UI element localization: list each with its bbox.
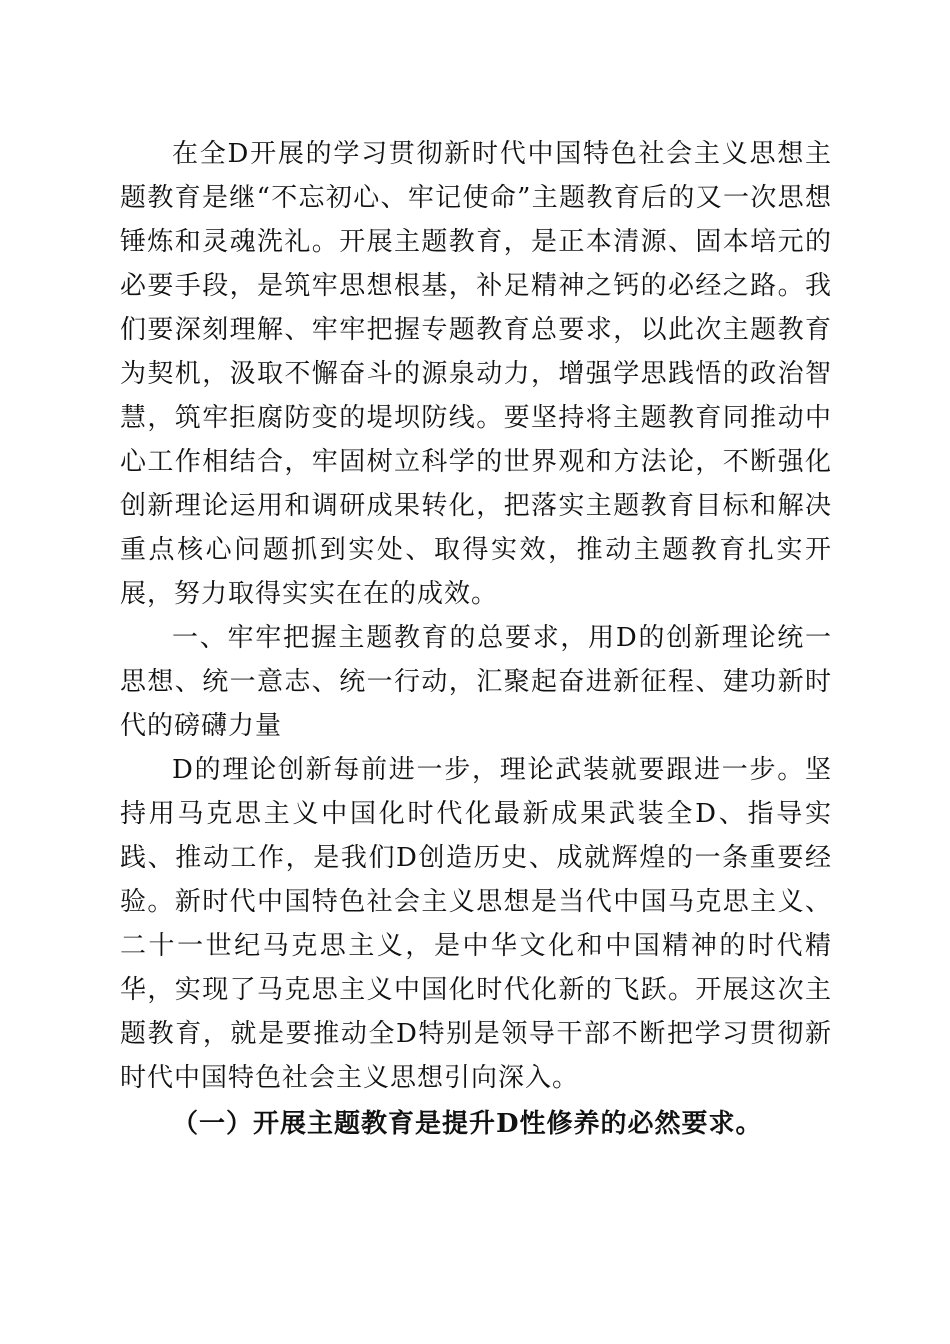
- intro-paragraph: 在全D开展的学习贯彻新时代中国特色社会主义思想主题教育是继“不忘初心、牢记使命”主题教育后的又一次思想锤炼和灵魂洗礼。开展主题教育，是正本清源、固本培元的必要手段，是筑牢思想根基，补足精神之钙的必经之路。我们要深刻理解、牢牢把握专题教育总要求，以此次主题教育为契机，汲取不懈奋斗的源泉动力，增强学思践悟的政治智慧，筑牢拒腐防变的堤坝防线。要坚持将主题教育同推动中心工作相结合，牢固树立科学的世界观和方法论，不断强化创新理论运用和调研成果转化，把落实主题教育目标和解决重点核心问题抓到实处、取得实效，推动主题教育扎实开展，努力取得实实在在的成效。: [120, 139, 832, 609]
- document-body: [120, 132, 832, 1146]
- section-paragraph-1: D的理论创新每前进一步，理论武装就要跟进一步。坚持用马克思主义中国化时代化最新成果武装全D、指导实践、推动工作，是我们D创造历史、成就辉煌的一条重要经验。新时代中国特色社会主义思想是当代中国马克思主义、二十一世纪马克思主义，是中华文化和中国精神的时代精华，实现了马克思主义中国化时代化新的飞跃。开展这次主题教育，就是要推动全D特别是领导干部不断把学习贯彻新时代中国特色社会主义思想引向深入。: [120, 755, 832, 1093]
- subheading-1: （一）开展主题教育是提升D性修养的必然要求。: [172, 1109, 763, 1139]
- section-heading-1: 一、牢牢把握主题教育的总要求，用D的创新理论统一思想、统一意志、统一行动，汇聚起奋进新征程、建功新时代的磅礴力量: [120, 623, 832, 741]
